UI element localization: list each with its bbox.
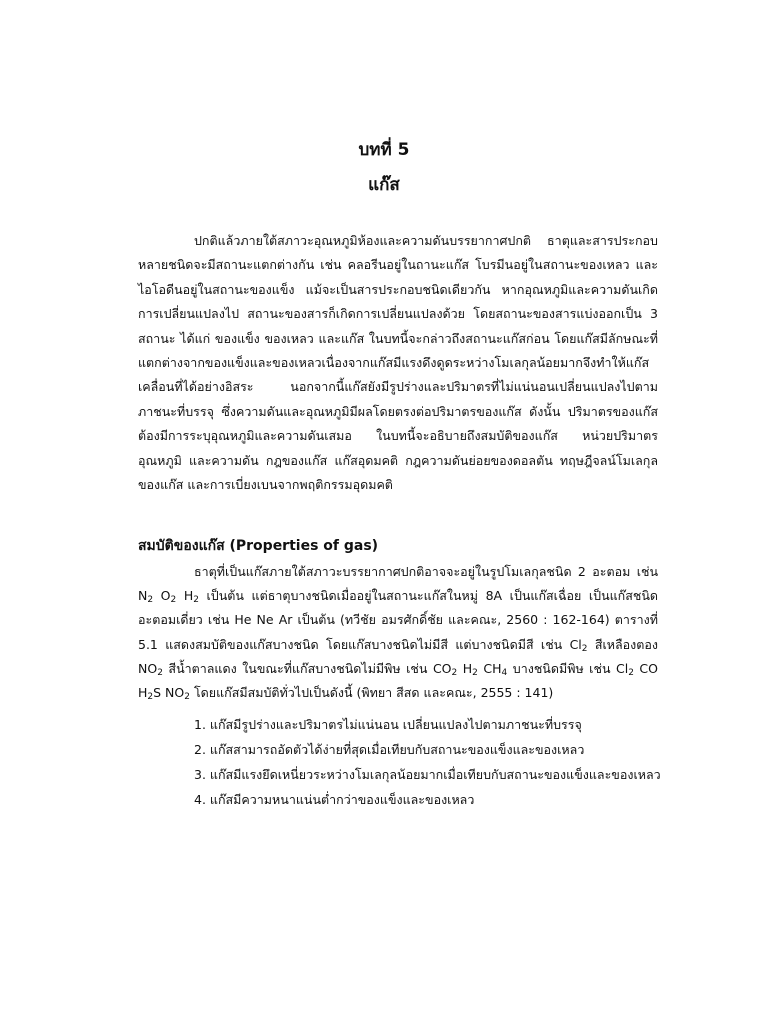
list-item: 1. แก๊สมีรูปร่างและปริมาตรไม่แน่นอน เปลี่ยนแปลงไปตามภาชนะที่บรรจุ bbox=[194, 717, 582, 732]
chapter-number: บทที่ 5 bbox=[358, 140, 410, 160]
text-run: เป็นต้น แต่ธาตุบางชนิดเมื่ออยู่ในสถานะแก๊สในหมู่ 8A เป็นแก๊สเฉื่อย เป็นแก๊สชนิดอะตอมเดี่ยว เช่น He Ne Ar เป็นต้น (ทวีชัย อมรศักดิ์ชัย และคณะ, 2560 : 162-164) ตารางที่ 5.1 แสดงสมบัติของแก๊สบางชนิด โดยแก๊สบางชนิดไม่มีสี แต่บางชนิดมีสี เช่น Cl bbox=[138, 588, 659, 652]
properties-paragraph bbox=[138, 560, 658, 705]
subscript: 2 bbox=[170, 595, 177, 606]
subscript: 2 bbox=[193, 595, 199, 606]
text-run: H bbox=[457, 660, 473, 676]
text-run: S NO bbox=[153, 685, 185, 701]
text-run: สีเหลืองตอง NO bbox=[138, 636, 658, 676]
list-item: 2. แก๊สสามารถอัดตัวได้ง่ายที่สุดเมื่อเทียบกับสถานะของแข็งและของเหลว bbox=[194, 742, 585, 757]
subscript: 2 bbox=[451, 667, 458, 678]
text-run: โดยแก๊สมีสมบัติทั่วไปเป็นดังนี้ (พิทยา สีสด และคณะ, 2555 : 141) bbox=[189, 685, 554, 701]
subscript: 2 bbox=[147, 595, 154, 606]
subscript: 2 bbox=[581, 643, 588, 654]
subscript: 4 bbox=[501, 667, 508, 678]
text-run: H bbox=[176, 588, 194, 604]
section-heading: สมบัติของแก๊ส (Properties of gas) bbox=[138, 538, 379, 554]
chapter-title: แก๊ส bbox=[368, 175, 400, 195]
text-run: CH bbox=[477, 660, 502, 676]
subscript: 2 bbox=[472, 667, 478, 678]
text-run: ธาตุที่เป็นแก๊สภายใต้สภาวะบรรยากาศปกติอาจจะอยู่ในรูปโมเลกุลชนิด 2 อะตอม เช่น N bbox=[138, 564, 658, 604]
text-run: สีน้ำตาลแดง ในขณะที่แก๊สบางชนิดไม่มีพิษ เช่น CO bbox=[162, 660, 452, 676]
list-item: 3. แก๊สมีแรงยึดเหนี่ยวระหว่างโมเลกุลน้อยมากเมื่อเทียบกับสถานะของแข็งและของเหลว bbox=[194, 767, 661, 782]
text-run: บางชนิดมีพิษ เช่น Cl bbox=[507, 660, 629, 676]
subscript: 2 bbox=[628, 667, 634, 678]
properties-list bbox=[194, 712, 664, 812]
text-run: CO H bbox=[138, 660, 658, 701]
subscript: 2 bbox=[184, 692, 190, 703]
list-item: 4. แก๊สมีความหนาแน่นต่ำกว่าของแข็งและของเหลว bbox=[194, 792, 475, 807]
subscript: 2 bbox=[147, 692, 154, 703]
text-run: O bbox=[153, 588, 171, 604]
subscript: 2 bbox=[157, 667, 163, 678]
intro-paragraph: ปกติแล้วภายใต้สภาวะอุณหภูมิห้องและความดันบรรยากาศปกติ ธาตุและสารประกอบหลายชนิดจะมีสถานะแตกต่างกัน เช่น คลอรีนอยู่ในถานะแก๊ส โบรมีนอยู่ในสถานะของเหลว และไอโอดีนอยู่ในสถานะของแข็ง แม้จะเป็นสารประกอบชนิดเดียวกัน หากอุณหภูมิและความดันเกิดการเปลี่ยนแปลงไป สถานะของสารก็เกิดการเปลี่ยนแปลงด้วย โดยสถานะของสารแบ่งออกเป็น 3 สถานะ ได้แก่ ของแข็ง ของเหลว และแก๊ส ในบทนี้จะกล่าวถึงสถานะแก๊สก่อน โดยแก๊สมีลักษณะที่แตกต่างจากของแข็งและของเหลวเนื่องจากแก๊สมีแรงดึงดูดระหว่างโมเลกุลน้อยมากจึงทำให้แก๊สเคลื่อนที่ได้อย่างอิสระ นอกจากนี้แก๊สยังมีรูปร่างและปริมาตรที่ไม่แน่นอนเปลี่ยนแปลงไปตามภาชนะที่บรรจุ ซึ่งความดันและอุณหภูมิมีผลโดยตรงต่อปริมาตรของแก๊ส ดังนั้น ปริมาตรของแก๊สต้องมีการระบุอุณหภูมิและความดันเสมอ ในบทนี้จะอธิบายถึงสมบัติของแก๊ส หน่วยปริมาตร อุณหภูมิ และความดัน กฎของแก๊ส แก๊สอุดมคติ กฎความดันย่อยของดอลตัน ทฤษฎีจลน์โมเลกุลของแก๊ส และการเบี่ยงเบนจากพฤติกรรมอุดมคติ bbox=[138, 233, 658, 493]
